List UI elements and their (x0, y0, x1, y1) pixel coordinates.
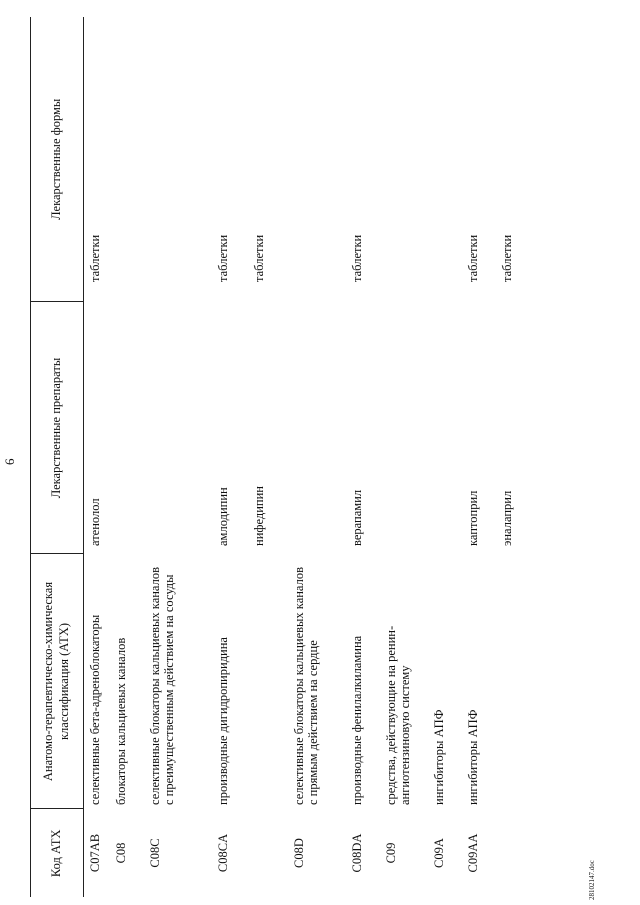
atx-table (30, 17, 526, 897)
dosage-form (380, 17, 428, 302)
atx-code: C09A (431, 838, 446, 868)
atx-code: C08C (147, 838, 162, 868)
dosage-form (288, 17, 346, 302)
dosage-form: таблетки (215, 234, 230, 282)
dosage-form: таблетки (349, 234, 364, 282)
header-drugs: Лекарственные препараты (31, 302, 84, 554)
atx-classification: производные фенилалкиламина (349, 635, 364, 805)
table-row (462, 17, 496, 897)
drug-name: атенолол (88, 498, 102, 546)
atx-classification: средства, действующие на ренин-ангиотензиновую систему (383, 625, 412, 805)
atx-classification (248, 554, 288, 809)
page-number: 6 (2, 458, 17, 465)
table-row (144, 17, 212, 897)
atx-code: C09 (383, 842, 398, 864)
drug-name (428, 302, 462, 554)
dosage-form: таблетки (88, 234, 102, 282)
dosage-form: таблетки (251, 234, 266, 282)
header-code: Код АТХ (31, 809, 84, 897)
table-row (84, 17, 110, 897)
atx-code: C08D (291, 838, 306, 868)
dosage-form: таблетки (499, 234, 514, 282)
atx-classification (496, 554, 526, 809)
table-row (288, 17, 346, 897)
atx-classification: производные дигидропиридина (215, 637, 230, 805)
file-footer: 28102147.doc (588, 860, 596, 900)
header-classification: Анатомо-терапевтическо-химическая классификация (АТХ) (31, 554, 84, 809)
table-row (110, 17, 144, 897)
atx-classification: блокаторы кальциевых каналов (113, 637, 128, 805)
drug-name (288, 302, 346, 554)
atx-classification: селективные бета-адреноблокаторы (88, 614, 102, 805)
table-row (346, 17, 380, 897)
drug-name: амлодипин (215, 487, 230, 546)
table-header-row (31, 17, 84, 897)
atx-code (496, 809, 526, 897)
atx-code: C08CA (215, 833, 230, 873)
atx-code: C08DA (349, 833, 364, 873)
drug-name (380, 302, 428, 554)
header-forms: Лекарственные формы (31, 17, 84, 302)
table-row (496, 17, 526, 897)
table-row (380, 17, 428, 897)
dosage-form: таблетки (465, 234, 480, 282)
drug-name: верапамил (349, 489, 364, 546)
dosage-form (110, 17, 144, 302)
dosage-form (144, 17, 212, 302)
atx-classification: селективные блокаторы кальциевых каналов с прямым действием на сердце (291, 567, 320, 805)
atx-classification: ингибиторы АПФ (465, 709, 480, 805)
table-row (212, 17, 248, 897)
dosage-form (428, 17, 462, 302)
atx-code: C08 (113, 842, 128, 864)
atx-code: C07AB (88, 833, 102, 873)
atx-classification: ингибиторы АПФ (431, 709, 446, 805)
drug-name: эналаприл (499, 490, 514, 546)
atx-classification: селективные блокаторы кальциевых каналов с преимущественным действием на сосуды (147, 567, 176, 805)
drug-name (144, 302, 212, 554)
table-row (248, 17, 288, 897)
drug-name (110, 302, 144, 554)
atx-code: C09AA (465, 833, 480, 873)
atx-code (248, 809, 288, 897)
table-row (428, 17, 462, 897)
drug-name: нифедипин (251, 486, 266, 546)
drug-name: каптоприл (465, 490, 480, 546)
